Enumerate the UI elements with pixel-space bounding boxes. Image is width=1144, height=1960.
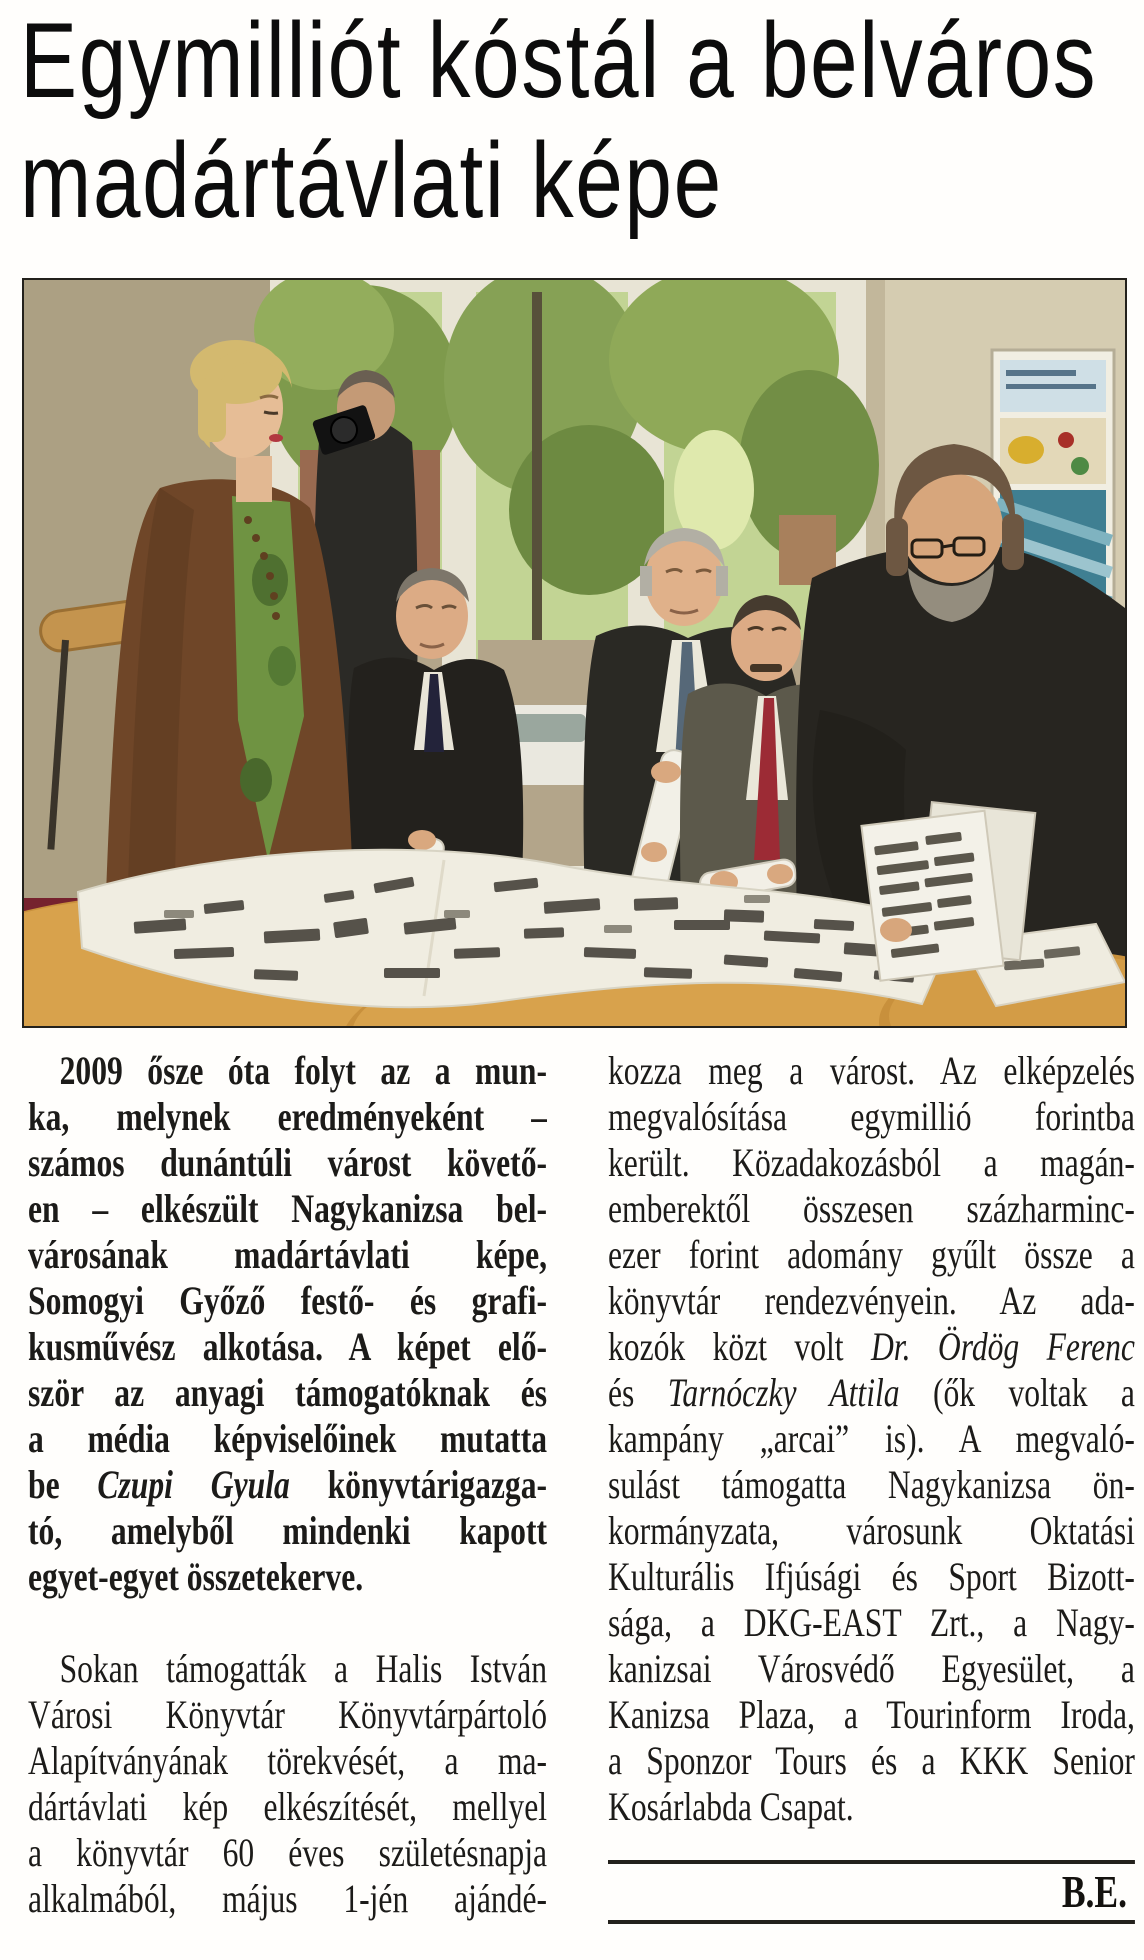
text-segment: Alapítványának törekvését, a ma- — [28, 1738, 548, 1783]
byline-block — [608, 1860, 1135, 1924]
held-map-prints — [861, 802, 1035, 981]
headline-line-1: Egymilliót kóstál a belváros — [20, 0, 1098, 120]
italic-name: Tarnóczky Attila — [667, 1370, 900, 1415]
text-line — [608, 1232, 1135, 1278]
text-segment: városának madártávlati képe, — [28, 1232, 548, 1277]
text-segment: en – elkészült Nagykanizsa bel- — [28, 1186, 548, 1231]
text-segment: kozza meg a várost. Az elképzelés — [608, 1048, 1135, 1093]
right-column — [608, 1048, 1135, 1924]
paragraph — [28, 1646, 547, 1922]
text-segment: megvalósítása egymillió forintba — [608, 1094, 1135, 1139]
text-segment: ször az anyagi támogatóknak és — [28, 1370, 548, 1415]
paragraph — [608, 1048, 1135, 1830]
byline-rule-bottom — [608, 1920, 1135, 1924]
text-segment: alkalmából, május 1-jén ajándé- — [28, 1876, 548, 1921]
text-line — [608, 1462, 1135, 1508]
text-segment: Sokan támogatták a Halis István — [59, 1646, 548, 1691]
text-line — [28, 1738, 547, 1784]
text-segment: került. Közadakozásból a magán- — [608, 1140, 1135, 1185]
text-line — [608, 1600, 1135, 1646]
text-line — [28, 1048, 547, 1094]
text-segment: kormányzata, városunk Oktatási — [608, 1508, 1135, 1553]
text-segment: a média képviselőinek mutatta — [28, 1416, 548, 1461]
text-segment: Kulturális Ifjúsági és Sport Bizott- — [608, 1554, 1135, 1599]
text-line — [608, 1048, 1135, 1094]
text-segment: dártávlati kép elkészítését, mellyel — [28, 1784, 548, 1829]
article-photo — [22, 278, 1127, 1028]
text-line — [28, 1324, 547, 1370]
text-line — [28, 1278, 547, 1324]
text-segment: be — [28, 1462, 98, 1507]
text-line — [608, 1784, 1135, 1830]
text-segment: egyet-egyet összetekerve. — [28, 1554, 364, 1599]
text-line — [608, 1554, 1135, 1600]
text-line — [28, 1232, 547, 1278]
text-segment: Kosárlabda Csapat. — [608, 1784, 854, 1829]
text-line — [608, 1140, 1135, 1186]
text-line — [28, 1186, 547, 1232]
left-column — [28, 1048, 547, 1922]
text-segment: kanizsai Városvédő Egyesület, a — [608, 1646, 1135, 1691]
text-segment: Városi Könyvtár Könyvtárpártoló — [28, 1692, 548, 1737]
text-line — [28, 1554, 547, 1600]
text-line — [608, 1416, 1135, 1462]
text-line — [608, 1278, 1135, 1324]
text-segment: (ők voltak a — [899, 1370, 1135, 1415]
byline: B.E. — [1061, 1867, 1128, 1917]
text-line — [28, 1094, 547, 1140]
text-line — [28, 1876, 547, 1922]
text-segment: a könyvtár 60 éves születésnapja — [28, 1830, 548, 1875]
text-segment: kusművész alkotása. A képet elő- — [28, 1324, 548, 1369]
text-segment: emberektől összesen százharminc- — [608, 1186, 1135, 1231]
text-line — [28, 1692, 547, 1738]
text-segment: tó, amelyből mindenki kapott — [28, 1508, 548, 1553]
text-line — [608, 1692, 1135, 1738]
text-segment: a Sponzor Tours és a KKK Senior — [608, 1738, 1135, 1783]
text-segment: számos dunántúli várost követő- — [28, 1140, 548, 1185]
left-column-lines — [28, 1048, 547, 1922]
text-line — [28, 1830, 547, 1876]
text-segment: kozók közt volt — [608, 1324, 871, 1369]
right-column-lines — [608, 1048, 1135, 1830]
text-segment: kampány „arcai” is). A megvaló- — [608, 1416, 1135, 1461]
text-line — [608, 1324, 1135, 1370]
text-segment: és — [608, 1370, 668, 1415]
text-segment: Kanizsa Plaza, a Tourinform Iroda, — [608, 1692, 1135, 1737]
text-segment: ezer forint adomány gyűlt össze a — [608, 1232, 1135, 1277]
italic-name: Czupi Gyula — [97, 1462, 290, 1507]
text-line — [28, 1784, 547, 1830]
text-line — [28, 1462, 547, 1508]
text-line — [28, 1508, 547, 1554]
photo-illustration — [24, 280, 1125, 1026]
text-line — [608, 1370, 1135, 1416]
text-line — [608, 1186, 1135, 1232]
text-segment: könyvtárigazga- — [289, 1462, 548, 1507]
italic-name: Dr. Ördög Ferenc — [870, 1324, 1135, 1369]
text-segment: ka, melynek eredményeként – — [28, 1094, 548, 1139]
text-line — [28, 1646, 547, 1692]
text-segment: Somogyi Győző festő- és grafi- — [28, 1278, 548, 1323]
text-line — [608, 1738, 1135, 1784]
headline-line-2: madártávlati képe — [20, 120, 723, 240]
headline — [20, 0, 1097, 240]
text-segment: könyvtár rendezvényein. Az ada- — [608, 1278, 1135, 1323]
text-segment: sulást támogatta Nagykanizsa ön- — [608, 1462, 1135, 1507]
text-line — [28, 1370, 547, 1416]
paragraph — [28, 1048, 547, 1600]
text-line — [28, 1416, 547, 1462]
text-line — [608, 1508, 1135, 1554]
text-line — [608, 1094, 1135, 1140]
text-line — [28, 1140, 547, 1186]
text-segment: 2009 ősze óta folyt az a mun- — [59, 1048, 548, 1093]
text-line — [608, 1646, 1135, 1692]
text-segment: sága, a DKG-EAST Zrt., a Nagy- — [608, 1600, 1135, 1645]
